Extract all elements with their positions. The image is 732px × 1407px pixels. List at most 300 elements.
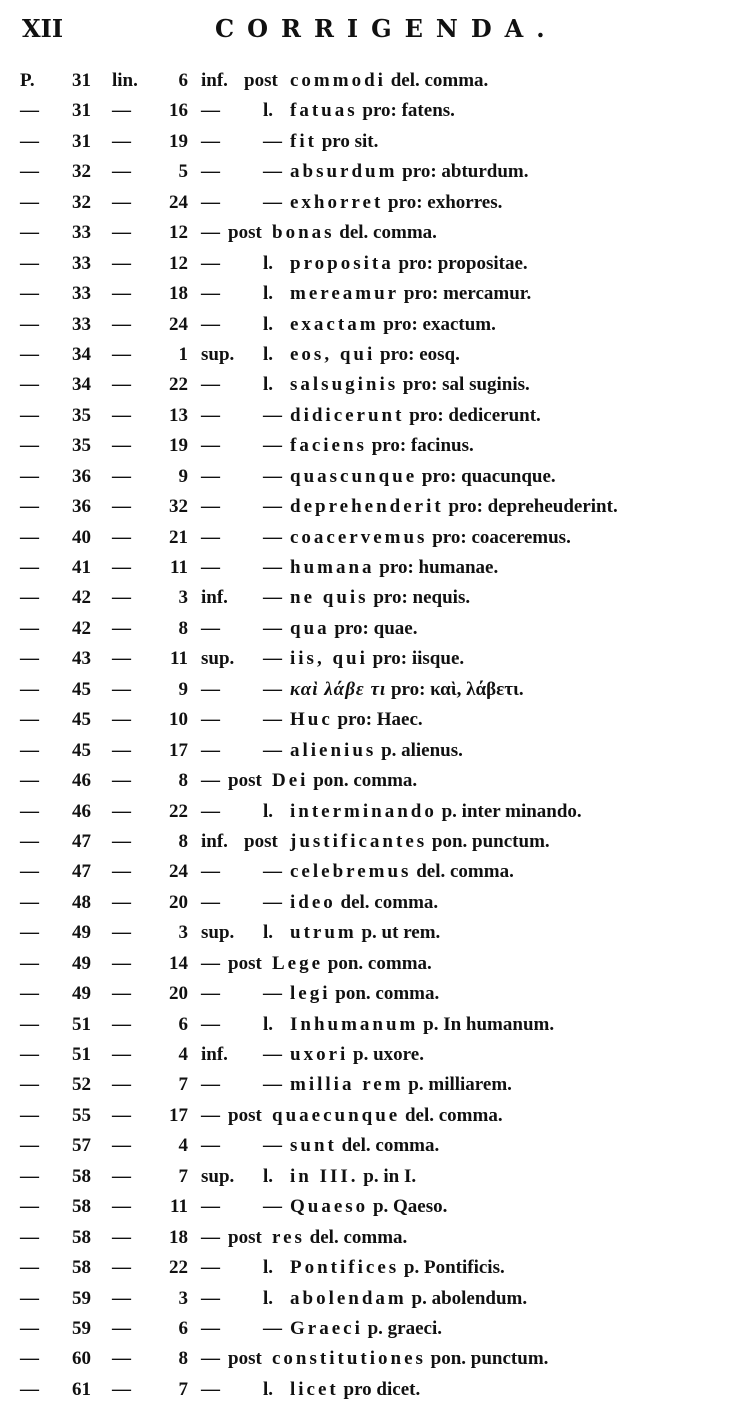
instruction-marker: — — [263, 678, 282, 700]
corrected-word: ne quis — [290, 587, 369, 609]
correction-note: pro: quae. — [329, 617, 418, 639]
page-number-ref: 58 — [72, 1165, 91, 1187]
line-number-ref: 6 — [178, 1013, 188, 1035]
position-marker: — — [201, 1104, 220, 1126]
line-marker: — — [112, 1378, 131, 1400]
line-marker: — — [112, 800, 131, 822]
line-number-ref: 11 — [170, 557, 188, 578]
correction-note: p. In humanum. — [418, 1013, 555, 1035]
line-number-ref: 17 — [169, 739, 188, 761]
page-marker: — — [20, 830, 39, 852]
instruction-marker: — — [263, 983, 282, 1005]
line-number-ref: 11 — [170, 648, 188, 670]
errata-row — [0, 494, 732, 524]
correction-text — [290, 587, 470, 609]
page-marker: — — [20, 252, 39, 274]
page-number-ref: 43 — [72, 648, 91, 670]
errata-row — [0, 1012, 732, 1042]
errata-row — [0, 1042, 732, 1072]
line-number-ref: 24 — [169, 313, 188, 335]
line-number-ref: 7 — [178, 1378, 188, 1400]
corrected-word: quascunque — [290, 465, 418, 487]
page-marker: — — [20, 404, 39, 426]
correction-note: del. comma. — [411, 861, 514, 883]
line-number-ref: 6 — [178, 70, 188, 91]
page-marker: — — [20, 1378, 39, 1400]
line-marker: — — [112, 1226, 131, 1248]
corrected-word: uxori — [290, 1044, 349, 1065]
page-marker: — — [20, 1135, 39, 1157]
line-marker: — — [112, 404, 131, 426]
instruction-marker: l. — [263, 100, 274, 122]
page-header — [0, 8, 732, 48]
line-number-ref: 1 — [178, 343, 188, 365]
page-number-ref: 47 — [72, 861, 91, 883]
correction-text — [290, 740, 463, 762]
page-marker: — — [20, 557, 39, 578]
page-number-ref: 49 — [72, 983, 91, 1005]
page-marker: — — [20, 1317, 39, 1339]
line-number-ref: 8 — [178, 617, 188, 639]
errata-row — [0, 1194, 732, 1224]
correction-note: pro: iisque. — [367, 648, 465, 670]
errata-row — [0, 555, 732, 585]
line-marker: — — [112, 222, 131, 244]
line-marker: — — [112, 191, 131, 213]
line-marker: — — [112, 830, 131, 852]
page-number-ref: 52 — [72, 1074, 91, 1096]
page-number-ref: 33 — [72, 222, 91, 244]
line-marker: — — [112, 343, 131, 365]
instruction-marker: — — [263, 1135, 282, 1157]
corrected-word: humana — [290, 557, 375, 578]
correction-text — [290, 1166, 416, 1188]
instruction-marker: — — [263, 435, 282, 457]
errata-row — [0, 1225, 732, 1255]
errata-row — [0, 525, 732, 555]
line-marker: — — [112, 1135, 131, 1157]
page-marker: — — [20, 709, 39, 731]
line-number-ref: 24 — [169, 191, 188, 213]
correction-note: pon. punctum. — [425, 1348, 549, 1370]
line-marker: — — [112, 161, 131, 183]
correction-text — [290, 1257, 505, 1279]
errata-row — [0, 159, 732, 189]
correction-note: pro sit. — [316, 130, 379, 152]
line-number-ref: 11 — [170, 1196, 188, 1218]
page-marker: — — [20, 222, 39, 244]
correction-note: pro: humanae. — [374, 557, 499, 578]
line-number-ref: 21 — [169, 526, 188, 548]
page-marker: — — [20, 1196, 39, 1218]
position-marker: — — [201, 1287, 220, 1309]
correction-note: p. inter minando. — [436, 800, 582, 822]
correction-note: pro: abturdum. — [397, 161, 529, 183]
position-marker: — — [201, 191, 220, 213]
position-marker: — — [201, 100, 220, 122]
corrected-word: celebremus — [290, 861, 412, 883]
line-number-ref: 16 — [169, 100, 188, 122]
correction-note: del. comma. — [304, 1226, 408, 1248]
instruction-marker: post — [244, 70, 278, 91]
corrected-word: legi — [290, 983, 331, 1005]
page-number-ref: 40 — [72, 526, 91, 548]
line-marker: — — [112, 1074, 131, 1096]
corrected-word: exhorret — [290, 191, 384, 213]
page-number-ref: 49 — [72, 952, 91, 974]
position-marker: — — [201, 465, 220, 487]
position-marker: sup. — [201, 343, 235, 365]
position-marker: — — [201, 222, 220, 244]
line-marker: — — [112, 922, 131, 944]
corrected-word: sunt — [290, 1135, 337, 1157]
line-number-ref: 6 — [178, 1317, 188, 1339]
page-number-ref: 58 — [72, 1196, 91, 1218]
errata-list — [0, 68, 732, 1407]
instruction-marker: post — [228, 1104, 262, 1126]
instruction-marker: — — [263, 1044, 282, 1065]
correction-note: del. comma. — [336, 1135, 440, 1157]
errata-row — [0, 920, 732, 950]
page-number-ref: 49 — [72, 922, 91, 944]
corrected-word: proposita — [290, 252, 394, 274]
line-marker: — — [112, 1013, 131, 1035]
correction-note: p. abolendum. — [406, 1287, 528, 1309]
page-marker: — — [20, 861, 39, 883]
line-marker: — — [112, 1196, 131, 1218]
page-number-ref: 33 — [72, 283, 91, 305]
page-marker: — — [20, 313, 39, 335]
errata-row — [0, 829, 732, 859]
correction-text — [290, 801, 582, 823]
position-marker: — — [201, 252, 220, 274]
line-marker: — — [112, 1317, 131, 1339]
errata-row — [0, 1072, 732, 1102]
errata-row — [0, 1286, 732, 1316]
line-marker: — — [112, 1257, 131, 1279]
position-marker: — — [201, 1226, 220, 1248]
errata-row — [0, 585, 732, 615]
corrected-word: millia rem — [290, 1074, 404, 1096]
correction-note: p. graeci. — [362, 1317, 443, 1339]
page-number-ref: 47 — [72, 830, 91, 852]
instruction-marker: l. — [263, 313, 274, 335]
position-marker: sup. — [201, 648, 235, 670]
correction-note: p. alienus. — [376, 739, 463, 761]
line-marker: — — [112, 496, 131, 518]
instruction-marker: l. — [263, 343, 274, 365]
corrected-word: res — [272, 1226, 305, 1248]
corrected-word: utrum — [290, 922, 357, 944]
corrected-word: Quaeso — [290, 1196, 369, 1218]
correction-text — [272, 953, 432, 975]
page-number: XII — [22, 14, 64, 43]
line-marker: — — [112, 435, 131, 457]
correction-text — [290, 1135, 439, 1157]
correction-note: p. uxore. — [348, 1044, 424, 1065]
instruction-marker: l. — [263, 922, 274, 944]
page-number-ref: 55 — [72, 1104, 91, 1126]
position-marker: — — [201, 861, 220, 883]
position-marker: — — [201, 526, 220, 548]
page-number-ref: 42 — [72, 587, 91, 609]
position-marker: — — [201, 557, 220, 578]
instruction-marker: l. — [263, 1287, 274, 1309]
page-marker: — — [20, 770, 39, 792]
position-marker: — — [201, 739, 220, 761]
position-marker: — — [201, 617, 220, 639]
correction-note: pro: fatens. — [357, 100, 455, 122]
instruction-marker: — — [263, 496, 282, 518]
line-marker: — — [112, 252, 131, 274]
line-marker: — — [112, 1165, 131, 1187]
page-marker: P. — [20, 70, 35, 91]
page-marker: — — [20, 952, 39, 974]
page-marker: — — [20, 435, 39, 457]
instruction-marker: — — [263, 404, 282, 426]
line-marker: — — [112, 130, 131, 152]
instruction-marker: l. — [263, 800, 274, 822]
position-marker: — — [201, 800, 220, 822]
page-title: CORRIGENDA. — [215, 14, 558, 43]
correction-text — [290, 496, 618, 518]
page-marker: — — [20, 891, 39, 913]
line-number-ref: 12 — [169, 252, 188, 274]
page-number-ref: 35 — [72, 435, 91, 457]
line-marker: — — [112, 100, 131, 122]
page-number-ref: 45 — [72, 739, 91, 761]
correction-note: del. comma. — [400, 1104, 503, 1126]
position-marker: — — [201, 1317, 220, 1339]
correction-note: pro: exactum. — [378, 313, 496, 335]
line-marker: — — [112, 313, 131, 335]
instruction-marker: — — [263, 526, 282, 548]
errata-row — [0, 738, 732, 768]
errata-row — [0, 616, 732, 646]
line-number-ref: 4 — [178, 1135, 188, 1157]
correction-text — [290, 435, 474, 457]
instruction-marker: post — [228, 1226, 262, 1248]
errata-row — [0, 433, 732, 463]
errata-row — [0, 464, 732, 494]
correction-note: del. comma. — [335, 891, 439, 913]
page-number-ref: 59 — [72, 1287, 91, 1309]
page-marker: — — [20, 1104, 39, 1126]
line-number-ref: 9 — [178, 465, 188, 487]
page-marker: — — [20, 1074, 39, 1096]
line-number-ref: 3 — [178, 922, 188, 944]
line-marker: — — [112, 374, 131, 396]
errata-row — [0, 1103, 732, 1133]
instruction-marker: post — [228, 952, 262, 974]
page-marker: — — [20, 1287, 39, 1309]
corrected-word: exactam — [290, 313, 379, 335]
line-number-ref: 3 — [178, 587, 188, 609]
corrected-word: absurdum — [290, 161, 398, 183]
page-marker: — — [20, 161, 39, 183]
position-marker: — — [201, 952, 220, 974]
correction-text — [290, 709, 423, 731]
instruction-marker: — — [263, 1317, 282, 1339]
instruction-marker: — — [263, 557, 282, 578]
page-number-ref: 58 — [72, 1257, 91, 1279]
position-marker: — — [201, 435, 220, 457]
page-number-ref: 41 — [72, 557, 91, 578]
correction-note: p. ut rem. — [356, 922, 441, 944]
corrected-word: Inhumanum — [290, 1013, 419, 1035]
errata-row — [0, 1377, 732, 1407]
page-number-ref: 31 — [72, 130, 91, 152]
line-marker: — — [112, 983, 131, 1005]
corrected-word: quaecunque — [272, 1104, 401, 1126]
page-marker: — — [20, 739, 39, 761]
instruction-marker: l. — [263, 374, 274, 396]
line-number-ref: 19 — [169, 130, 188, 152]
page-marker: — — [20, 1013, 39, 1035]
position-marker: — — [201, 770, 220, 792]
errata-row — [0, 68, 732, 98]
page-number-ref: 58 — [72, 1226, 91, 1248]
page-marker: — — [20, 1044, 39, 1065]
correction-text — [290, 1318, 442, 1340]
errata-row — [0, 190, 732, 220]
errata-row — [0, 890, 732, 920]
instruction-marker: l. — [263, 1013, 274, 1035]
line-marker: — — [112, 1044, 131, 1065]
correction-text — [290, 1014, 554, 1036]
page-number-ref: 59 — [72, 1317, 91, 1339]
correction-note: pro: propositae. — [393, 252, 528, 274]
position-marker: — — [201, 374, 220, 396]
page-marker: — — [20, 678, 39, 700]
position-marker: — — [201, 404, 220, 426]
line-marker: — — [112, 952, 131, 974]
page-marker: — — [20, 130, 39, 152]
errata-row — [0, 981, 732, 1011]
line-marker: — — [112, 891, 131, 913]
line-number-ref: 20 — [169, 983, 188, 1005]
page-number-ref: 32 — [72, 161, 91, 183]
page-marker: — — [20, 374, 39, 396]
instruction-marker: — — [263, 191, 282, 213]
page-number-ref: 32 — [72, 191, 91, 213]
line-marker: lin. — [112, 70, 138, 91]
correction-text — [272, 1105, 503, 1127]
page-number-ref: 36 — [72, 496, 91, 518]
errata-row — [0, 403, 732, 433]
line-number-ref: 10 — [169, 709, 188, 731]
position-marker: — — [201, 891, 220, 913]
corrected-word: fit — [290, 130, 317, 152]
line-marker: — — [112, 283, 131, 305]
correction-text — [290, 1288, 527, 1310]
corrected-word: fatuas — [290, 100, 358, 122]
line-number-ref: 20 — [169, 891, 188, 913]
instruction-marker: l. — [263, 252, 274, 274]
errata-row — [0, 312, 732, 342]
page-number-ref: 51 — [72, 1044, 91, 1065]
page-number-ref: 48 — [72, 891, 91, 913]
page-marker: — — [20, 283, 39, 305]
correction-note: pro: sal suginis. — [398, 374, 530, 396]
correction-text — [290, 131, 378, 153]
page-number-ref: 31 — [72, 70, 91, 91]
page-number-ref: 31 — [72, 100, 91, 122]
position-marker: — — [201, 1074, 220, 1096]
errata-row — [0, 799, 732, 829]
line-marker: — — [112, 678, 131, 700]
correction-note: del. comma. — [334, 222, 437, 244]
corrected-word: in III. — [290, 1165, 359, 1187]
page-number-ref: 35 — [72, 404, 91, 426]
errata-row — [0, 129, 732, 159]
correction-text — [272, 1348, 548, 1370]
corrected-word: didicerunt — [290, 404, 405, 426]
page-number-ref: 34 — [72, 374, 91, 396]
line-number-ref: 4 — [178, 1044, 188, 1065]
line-number-ref: 14 — [169, 952, 188, 974]
corrected-word: Pontifices — [290, 1257, 400, 1279]
errata-row — [0, 1255, 732, 1285]
errata-row — [0, 646, 732, 676]
errata-row — [0, 1164, 732, 1194]
page-number-ref: 61 — [72, 1378, 91, 1400]
page-marker: — — [20, 800, 39, 822]
corrected-word: Huc — [290, 709, 333, 731]
corrected-word: commodi — [290, 70, 386, 91]
errata-row — [0, 251, 732, 281]
instruction-marker: — — [263, 739, 282, 761]
correction-text — [272, 1227, 407, 1249]
instruction-marker: — — [263, 161, 282, 183]
instruction-marker: post — [228, 1348, 262, 1370]
instruction-marker: post — [228, 770, 262, 792]
correction-note: pro: facinus. — [366, 435, 474, 457]
line-marker: — — [112, 465, 131, 487]
instruction-marker: l. — [263, 1165, 274, 1187]
correction-text — [290, 557, 498, 579]
instruction-marker: — — [263, 861, 282, 883]
page-number-ref: 33 — [72, 313, 91, 335]
correction-text — [290, 466, 556, 488]
correction-text — [290, 374, 530, 396]
page-number-ref: 45 — [72, 678, 91, 700]
page-number-ref: 34 — [72, 343, 91, 365]
corrected-word: bonas — [272, 222, 335, 244]
correction-text — [290, 922, 440, 944]
position-marker: — — [201, 161, 220, 183]
line-marker: — — [112, 1287, 131, 1309]
line-number-ref: 22 — [169, 1257, 188, 1279]
line-marker: — — [112, 709, 131, 731]
corrected-word: ideo — [290, 891, 336, 913]
correction-note: pro: dedicerunt. — [404, 404, 541, 426]
line-number-ref: 18 — [169, 283, 188, 305]
instruction-marker: post — [244, 830, 278, 852]
line-number-ref: 18 — [169, 1226, 188, 1248]
errata-row — [0, 98, 732, 128]
page-number-ref: 51 — [72, 1013, 91, 1035]
corrected-word: salsuginis — [290, 374, 399, 396]
position-marker: — — [201, 1378, 220, 1400]
position-marker: — — [201, 1257, 220, 1279]
page-marker: — — [20, 343, 39, 365]
page-number-ref: 42 — [72, 617, 91, 639]
instruction-marker: — — [263, 587, 282, 609]
corrected-word: deprehenderit — [290, 496, 444, 518]
errata-row — [0, 372, 732, 402]
correction-text — [290, 192, 502, 214]
